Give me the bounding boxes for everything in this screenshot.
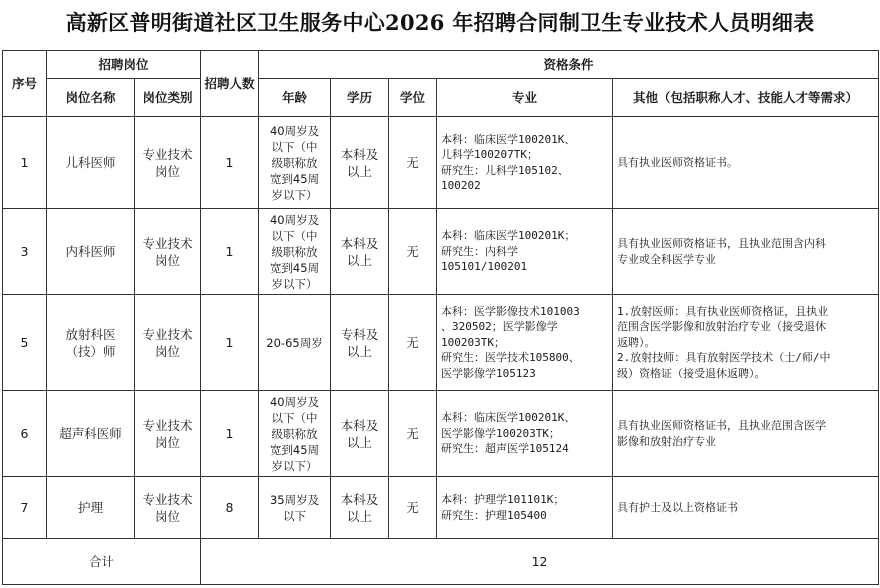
row-education: 专科及 以上 (331, 295, 389, 391)
header-row-1 (3, 51, 879, 79)
row-position-name: 内科医师 (47, 209, 135, 295)
row-major: 本科：临床医学100201K、 儿科学100207TK； 研究生：儿科学105102、 100202 (437, 117, 613, 209)
row-other: 具有执业医师资格证书，且执业范围含内科 专业或全科医学专业 (613, 209, 879, 295)
table-row (3, 295, 879, 391)
row-major: 本科：临床医学100201K； 研究生：内科学 105101/100201 (437, 209, 613, 295)
row-seq: 3 (3, 209, 47, 295)
table-row (3, 117, 879, 209)
header-row-2 (3, 79, 879, 117)
row-other: 具有执业医师资格证书，且执业范围含医学 影像和放射治疗专业 (613, 391, 879, 477)
page-title: 高新区普明街道社区卫生服务中心2026 年招聘合同制卫生专业技术人员明细表 (65, 10, 815, 35)
table-row (3, 391, 879, 477)
row-seq: 6 (3, 391, 47, 477)
row-age: 40周岁及 以下（中 级职称放 宽到45周 岁以下） (259, 209, 331, 295)
row-age: 40周岁及 以下（中 级职称放 宽到45周 岁以下） (259, 391, 331, 477)
total-value: 12 (201, 539, 879, 585)
header-seq: 序号 (3, 51, 47, 117)
row-seq: 5 (3, 295, 47, 391)
row-position-name: 放射科医 （技）师 (47, 295, 135, 391)
row-seq: 7 (3, 477, 47, 539)
row-position-name: 超声科医师 (47, 391, 135, 477)
total-label: 合计 (3, 539, 201, 585)
table-row (3, 209, 879, 295)
row-degree: 无 (389, 295, 437, 391)
row-age: 35周岁及 以下 (259, 477, 331, 539)
row-education: 本科及 以上 (331, 391, 389, 477)
row-position-name: 护理 (47, 477, 135, 539)
row-age: 40周岁及 以下（中 级职称放 宽到45周 岁以下） (259, 117, 331, 209)
row-major: 本科：护理学101101K； 研究生：护理105400 (437, 477, 613, 539)
row-major: 本科：医学影像技术101003 、320502；医学影像学 100203TK； 研究生：医学技术105800、 医学影像学105123 (437, 295, 613, 391)
row-other: 具有执业医师资格证书。 (613, 117, 879, 209)
row-other: 1.放射医师：具有执业医师资格证，且执业 范围含医学影像和放射治疗专业（接受退休 返聘）。 2.放射技师：具有放射医学技术（士/师/中 级）资格证（接受退休返聘）。 (613, 295, 879, 391)
row-position-type: 专业技术 岗位 (135, 209, 201, 295)
row-age: 20-65周岁 (259, 295, 331, 391)
row-count: 1 (201, 209, 259, 295)
row-count: 1 (201, 391, 259, 477)
row-seq: 1 (3, 117, 47, 209)
header-position-name: 岗位名称 (47, 79, 135, 117)
row-position-type: 专业技术 岗位 (135, 477, 201, 539)
row-position-type: 专业技术 岗位 (135, 295, 201, 391)
row-position-type: 专业技术 岗位 (135, 117, 201, 209)
header-requirements-group: 资格条件 (259, 51, 879, 79)
row-education: 本科及 以上 (331, 117, 389, 209)
row-degree: 无 (389, 209, 437, 295)
row-count: 1 (201, 117, 259, 209)
recruitment-table (2, 50, 879, 585)
header-education: 学历 (331, 79, 389, 117)
header-count: 招聘人数 (201, 51, 259, 117)
header-degree: 学位 (389, 79, 437, 117)
header-major: 专业 (437, 79, 613, 117)
header-position-group: 招聘岗位 (47, 51, 201, 79)
header-position-type: 岗位类别 (135, 79, 201, 117)
row-major: 本科：临床医学100201K、 医学影像学100203TK； 研究生：超声医学105124 (437, 391, 613, 477)
table-row (3, 477, 879, 539)
total-row (3, 539, 879, 585)
row-degree: 无 (389, 391, 437, 477)
row-count: 1 (201, 295, 259, 391)
row-count: 8 (201, 477, 259, 539)
header-age: 年龄 (259, 79, 331, 117)
row-education: 本科及 以上 (331, 209, 389, 295)
row-position-type: 专业技术 岗位 (135, 391, 201, 477)
row-education: 本科及 以上 (331, 477, 389, 539)
row-degree: 无 (389, 477, 437, 539)
row-other: 具有护士及以上资格证书 (613, 477, 879, 539)
header-other: 其他（包括职称人才、技能人才等需求） (613, 79, 879, 117)
row-degree: 无 (389, 117, 437, 209)
row-position-name: 儿科医师 (47, 117, 135, 209)
